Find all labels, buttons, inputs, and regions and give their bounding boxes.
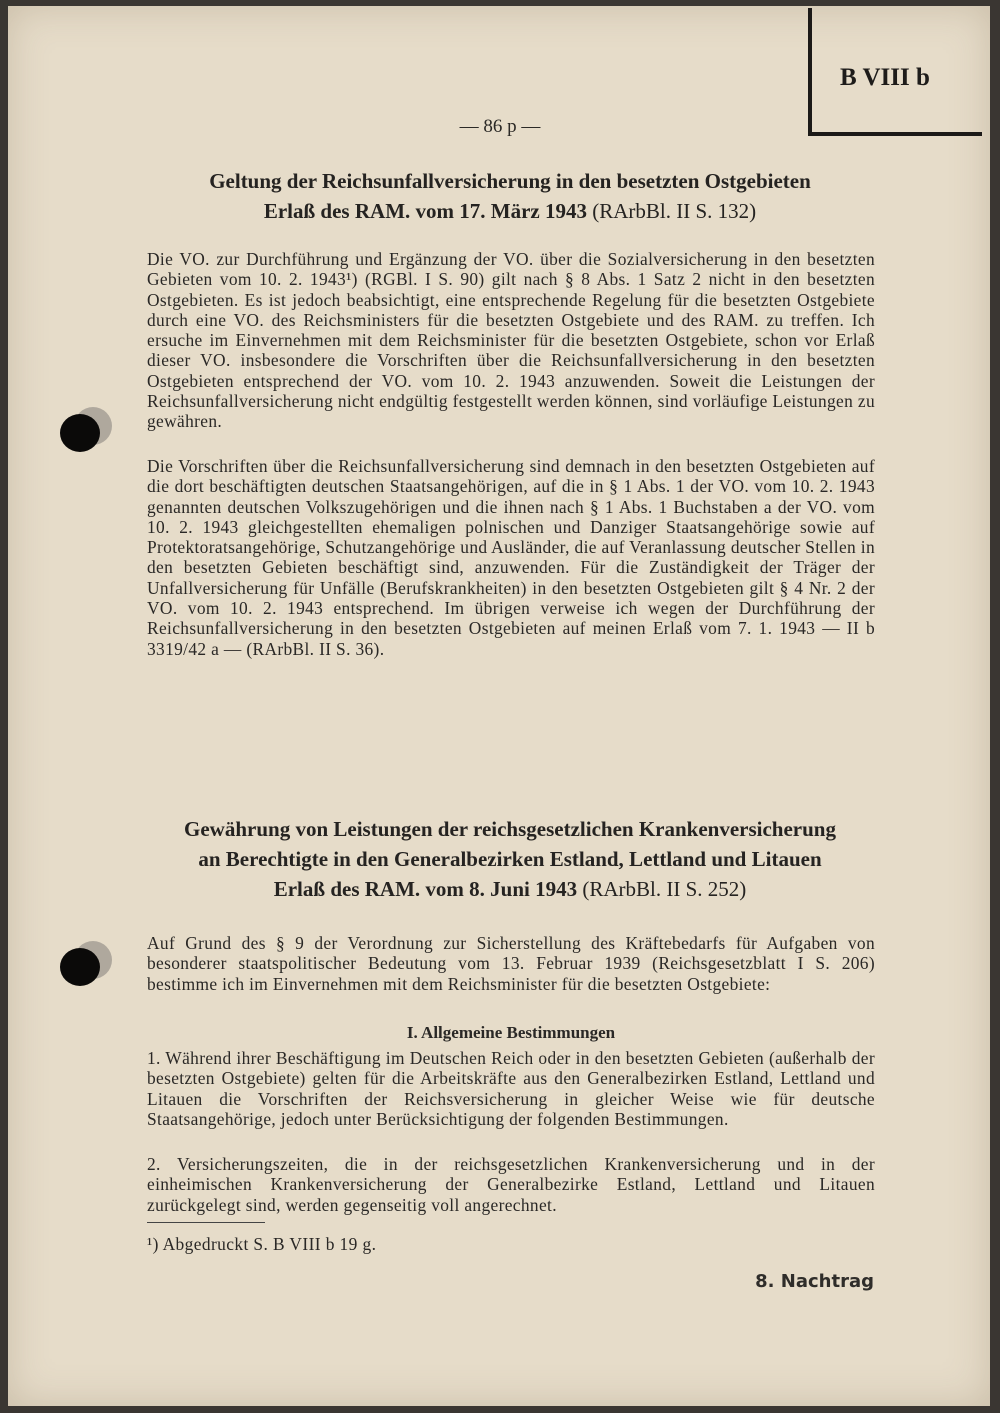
- section2-item-1: 1. Während ihrer Beschäftigung im Deutschen Reich oder in den besetzten Gebieten (außerhalb der besetzten Ostgebiete) gelten für die Arbeitskräfte aus den Generalbezirken Estland, Lettland und Litauen die Vorschriften der Reichsversicherung in gleicher Weise wie für deutsche Staatsangehörige, jedoch unter Berücksichtigung der folgenden Bestimmungen.: [147, 1048, 875, 1129]
- section1-decree-reference: Erlaß des RAM. vom 17. März 1943: [263, 199, 587, 223]
- section2-title-line2: an Berechtigte in den Generalbezirken Estland, Lettland und Litauen: [198, 847, 822, 871]
- section1-title: [130, 166, 890, 226]
- section2-item-2: 2. Versicherungszeiten, die in der reichsgesetzlichen Krankenversicherung und in der einheimischen Krankenversicherung der Generalbezirke Estland, Lettland und Litauen zurückgelegt sind, werden gegenseitig voll angerechnet.: [147, 1154, 875, 1215]
- section2-source-reference: (RArbBl. II S. 252): [582, 877, 747, 901]
- section2-decree-reference: Erlaß des RAM. vom 8. Juni 1943: [273, 877, 578, 901]
- punch-hole-upper: [60, 410, 116, 454]
- section1-title-line1: Geltung der Reichsunfallversicherung in den besetzten Ostgebieten: [209, 169, 811, 193]
- register-tab-label: B VIII b: [840, 64, 930, 91]
- section1-paragraph-1: Die VO. zur Durchführung und Ergänzung der VO. über die Sozialversicherung in den besetzten Gebieten vom 10. 2. 1943¹) (RGBl. I S. 90) gilt nach § 8 Abs. 1 Satz 2 nicht in den besetzten Ostgebieten. Es ist jedoch beabsichtigt, eine entsprechende Regelung für die besetzten Ostgebiete durch eine VO. des Reichsministers für die besetzten Ostgebiete und des RAM. zu treffen. Ich ersuche im Einvernehmen mit dem Reichsminister für die besetzten Ostgebiete, schon vor Erlaß dieser VO. insbesondere die Vorschriften über die Reichsunfallversicherung in den besetzten Ostgebieten entsprechend der VO. vom 10. 2. 1943 anzuwenden. Soweit die Leistungen der Reichsunfallversicherung nicht endgültig festgestellt werden können, sind vorläufige Leistungen zu gewähren.: [147, 249, 875, 432]
- punch-hole-lower: [60, 944, 116, 988]
- footnote-divider: [147, 1222, 265, 1223]
- section2-title: [146, 814, 874, 904]
- section2-intro: Auf Grund des § 9 der Verordnung zur Sicherstellung des Kräftebedarfs für Aufgaben von besonderer staatspolitischer Bedeutung vom 13. Februar 1939 (Reichsgesetzblatt I S. 206) bestimme ich im Einvernehmen mit dem Reichsminister für die besetzten Ostgebiete:: [147, 933, 875, 994]
- supplement-label: 8. Nachtrag: [755, 1271, 874, 1292]
- footnote: ¹) Abgedruckt S. B VIII b 19 g.: [147, 1234, 377, 1254]
- page-number: — 86 p —: [459, 116, 541, 137]
- section1-paragraph-2: Die Vorschriften über die Reichsunfallversicherung sind demnach in den besetzten Ostgebieten auf die dort beschäftigten deutschen Staatsangehörigen, auf die in § 1 Abs. 1 der VO. vom 10. 2. 1943 genannten deutschen Volkszugehörigen und die ihnen nach § 1 Abs. 1 Buchstaben a der VO. vom 10. 2. 1943 gleichgestellten ehemaligen polnischen und Danziger Staatsangehörige sowie auf Protektoratsangehörige, Schutzangehörige und Ausländer, die auf Veranlassung deutscher Stellen in den besetzten Gebieten beschäftigt sind, anzuwenden. Für die Zuständigkeit der Träger der Unfallversicherung für Unfälle (Berufskrankheiten) in den besetzten Ostgebieten gilt § 4 Nr. 2 der VO. vom 10. 2. 1943 entsprechend. Im übrigen verweise ich wegen der Durchführung der Reichsunfallversicherung in den besetzten Ostgebieten auf meinen Erlaß vom 7. 1. 1943 — II b 3319/42 a — (RArbBl. II S. 36).: [147, 456, 875, 659]
- section2-title-line1: Gewährung von Leistungen der reichsgesetzlichen Krankenversicherung: [184, 817, 836, 841]
- section1-source-reference: (RArbBl. II S. 132): [592, 199, 757, 223]
- section2-subheading: I. Allgemeine Bestimmungen: [406, 1023, 616, 1042]
